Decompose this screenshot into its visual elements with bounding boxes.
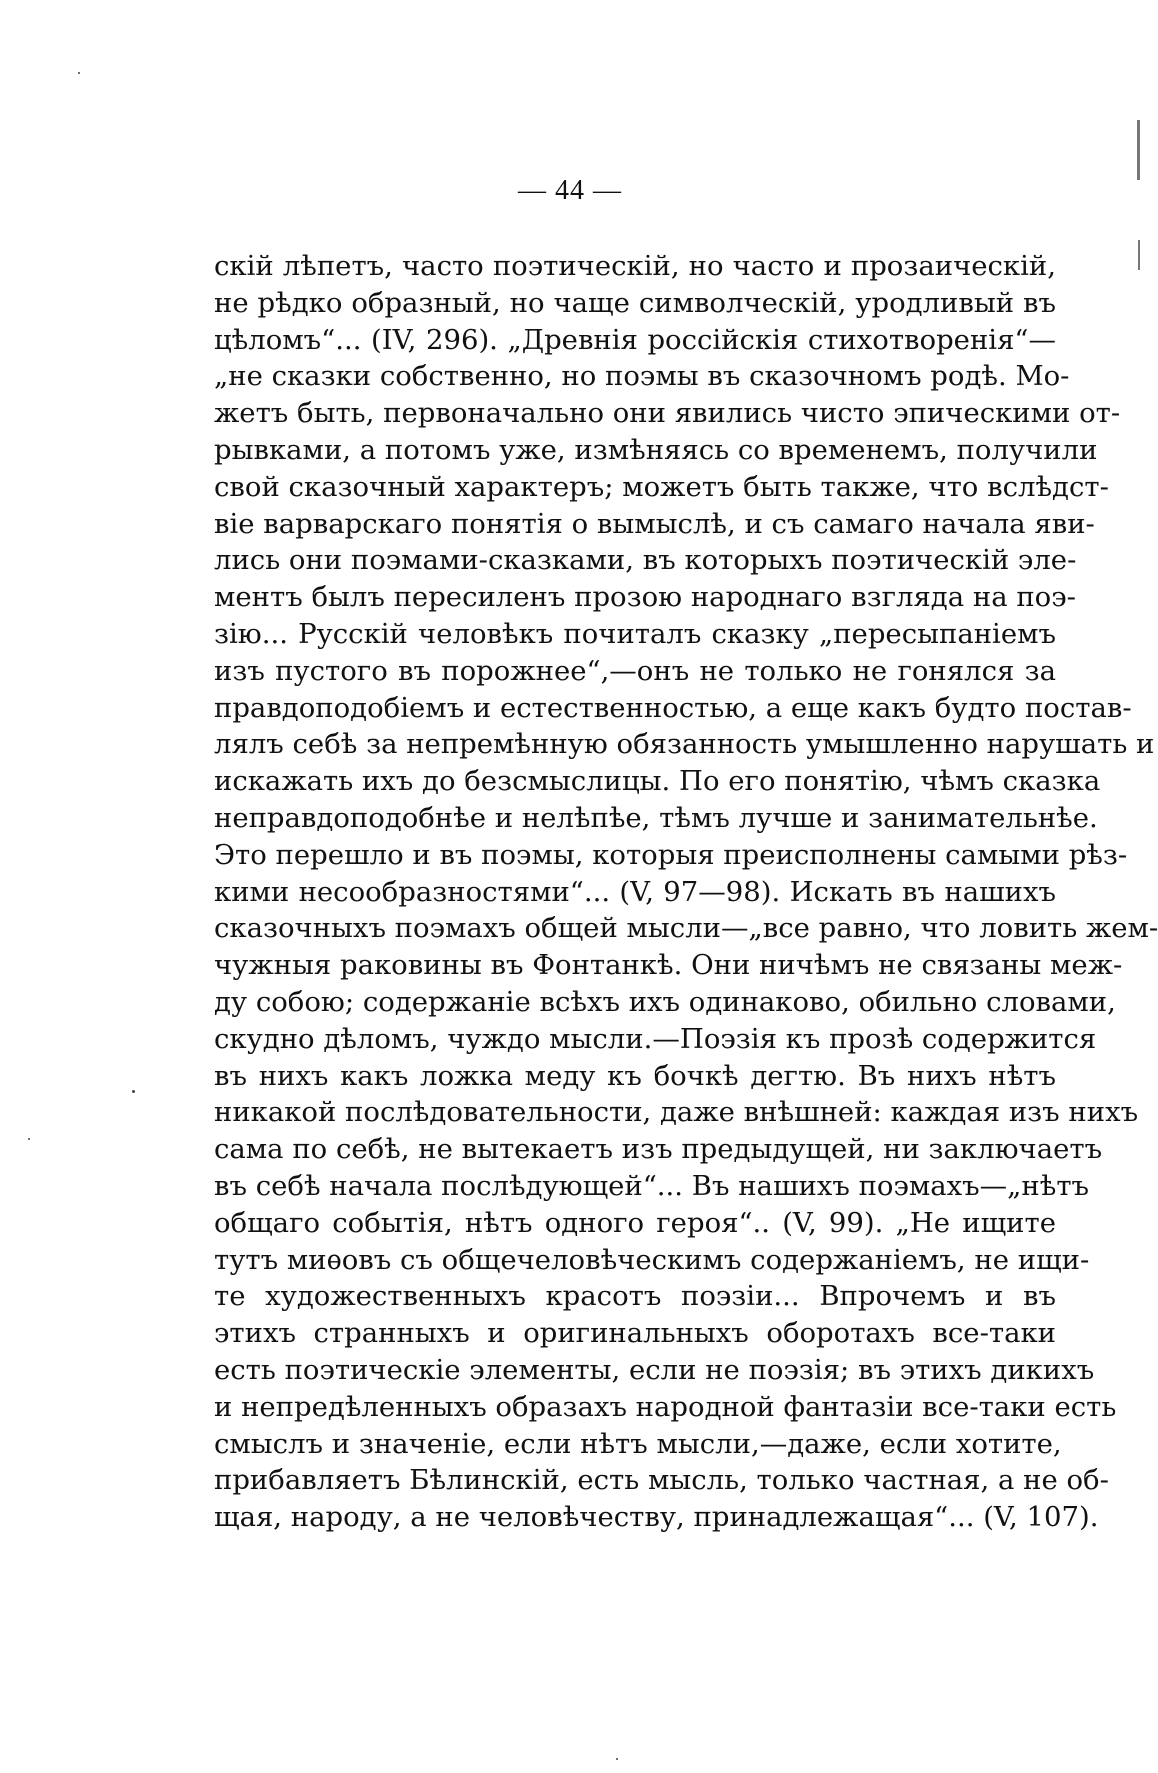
scan-edge-mark <box>1138 240 1140 270</box>
scan-speck <box>28 1138 30 1140</box>
text-line: рывками, а потомъ уже, измѣняясь со временемъ, получили <box>214 433 1098 466</box>
text-line: прибавляетъ Бѣлинскій, есть мысль, только частная, а не об- <box>214 1464 1109 1497</box>
text-line: жетъ быть, первоначально они явились чисто эпическими от- <box>214 397 1121 430</box>
text-line: сама по себѣ, не вытекаетъ изъ предыдущей, ни заключаетъ <box>214 1133 1103 1166</box>
text-line: и непредѣленныхъ образахъ народной фантазіи все-таки есть <box>214 1390 1117 1423</box>
text-line: искажать ихъ до безсмыслицы. По его понятію, чѣмъ сказка <box>214 765 1101 798</box>
text-line: те художественныхъ красотъ поэзіи... Впрочемъ и въ <box>214 1280 1056 1313</box>
text-line: кими несообразностями“... (V, 97—98). Искать въ нашихъ <box>214 875 1056 908</box>
text-line: ду собою; содержаніе всѣхъ ихъ одинаково, обильно словами, <box>214 985 1116 1018</box>
text-line: лись они поэмами-сказками, въ которыхъ поэтическій эле- <box>214 544 1077 577</box>
text-line: никакой послѣдовательности, даже внѣшней: каждая изъ нихъ <box>214 1096 1139 1129</box>
text-line: ментъ былъ пересиленъ прозою народнаго взгляда на поэ- <box>214 581 1076 614</box>
scan-edge-mark <box>1137 120 1140 180</box>
text-line: есть поэтическіе элементы, если не поэзія; въ этихъ дикихъ <box>214 1353 1095 1386</box>
text-line: зію... Русскій человѣкъ почиталъ сказку „пересыпаніемъ <box>214 617 1056 650</box>
scan-speck <box>132 1090 135 1093</box>
text-line: правдоподобіемъ и естественностью, а еще какъ будто постав- <box>214 691 1132 724</box>
text-line: этихъ странныхъ и оригинальныхъ оборотахъ все-таки <box>214 1317 1056 1350</box>
text-line: „не сказки собственно, но поэмы въ сказочномъ родѣ. Мо- <box>214 360 1070 393</box>
text-line: скудно дѣломъ, чуждо мысли.—Поэзія къ прозѣ содержится <box>214 1022 1097 1055</box>
text-line: неправдоподобнѣе и нелѣпѣе, тѣмъ лучше и занимательнѣе. <box>214 801 1098 834</box>
text-line: въ себѣ начала послѣдующей“... Въ нашихъ поэмахъ—„нѣтъ <box>214 1169 1090 1202</box>
text-line: тутъ миѳовъ съ общечеловѣческимъ содержаніемъ, не ищи- <box>214 1243 1090 1276</box>
text-line: свой сказочный характеръ; можетъ быть также, что вслѣдст- <box>214 470 1109 503</box>
text-line: въ нихъ какъ ложка меду къ бочкѣ дегтю. Въ нихъ нѣтъ <box>214 1059 1056 1092</box>
text-line: не рѣдко образный, но чаще символческій, уродливый въ <box>214 286 1056 319</box>
text-line: віе варварскаго понятія о вымыслѣ, и съ самаго начала яви- <box>214 507 1095 540</box>
text-line: изъ пустого въ порожнее“,—онъ не только не гонялся за <box>214 654 1056 687</box>
text-line: сказочныхъ поэмахъ общей мысли—„все равно, что ловить жем- <box>214 912 1158 945</box>
text-line: лялъ себѣ за непремѣнную обязанность умышленно нарушать и <box>214 728 1155 761</box>
text-line: чужныя раковины въ Фонтанкѣ. Они ничѣмъ не связаны меж- <box>214 949 1123 982</box>
scan-speck <box>78 72 80 74</box>
text-line: скій лѣпетъ, часто поэтическій, но часто и прозаическій, <box>214 250 1056 282</box>
text-line: цѣломъ“... (IV, 296). „Древнія россійскія стихотворенія“— <box>214 323 1056 356</box>
text-line: щая, народу, а не человѣчеству, принадлежащая“... (V, 107). <box>214 1501 1099 1534</box>
text-line: смыслъ и значеніе, если нѣтъ мысли,—даже, если хотите, <box>214 1427 1062 1460</box>
text-line: общаго событія, нѣтъ одного героя“.. (V, 99). „Не ищите <box>214 1206 1056 1239</box>
page-number: — 44 — <box>518 175 622 206</box>
body-text <box>214 248 1158 1536</box>
text-line: Это перешло и въ поэмы, которыя преисполнены самыми рѣз- <box>214 838 1128 871</box>
scan-speck <box>616 1758 618 1760</box>
